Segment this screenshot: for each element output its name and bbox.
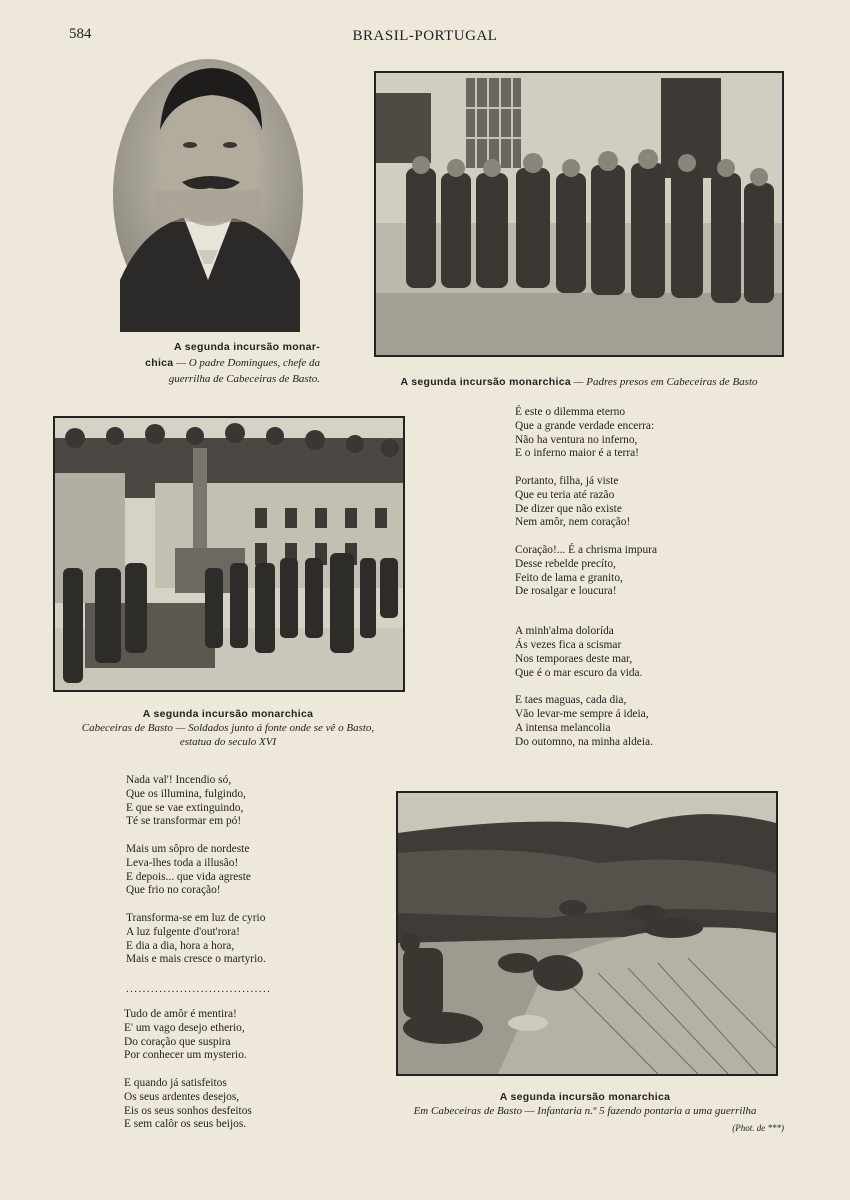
poem-right-line: Não ha ventura no inferno, xyxy=(515,433,638,446)
prisoners-caption-bold: A segunda incursão monarchica xyxy=(400,376,572,388)
portrait-caption-bold-2: chica xyxy=(145,357,174,369)
poem-left-lower-line: Os seus ardentes desejos, xyxy=(124,1090,240,1103)
poem-right-line: Que eu teria até razão xyxy=(515,488,615,501)
poem-right-line: Nos temporaes deste mar, xyxy=(515,652,633,665)
poem-left-upper-line: E depois... que vida agreste xyxy=(126,870,251,883)
poem-right-line: De dizer que não existe xyxy=(515,502,622,515)
poem-left-lower-line: Por conhecer um mysterio. xyxy=(124,1049,247,1062)
page-number: 584 xyxy=(69,26,92,42)
fountain-image xyxy=(55,418,403,690)
poem-right xyxy=(515,406,657,763)
portrait-caption-text-2: guerrilha de Cabeceiras de Basto. xyxy=(168,373,320,385)
poem-left-upper-line: Que frio no coração! xyxy=(126,884,221,897)
poem-left-upper-line: Té se transformar em pó! xyxy=(126,815,242,828)
poem-right-line: Coração!... É a chrisma impura xyxy=(515,543,658,556)
poem-left-upper-line: Nada val'! Incendio só, xyxy=(126,774,232,786)
poem-left-lower-line: E' um vago desejo etherio, xyxy=(124,1021,245,1034)
fountain-caption xyxy=(50,707,406,749)
poem-right-line: E o inferno maior é a terra! xyxy=(515,447,639,460)
poem-left-lower-line: Tudo de amôr é mentira! xyxy=(124,1008,237,1020)
poem-left-lower-line: E sem calôr os seus beijos. xyxy=(124,1118,247,1131)
poem-right-line: A minh'alma dolorída xyxy=(515,625,614,638)
poem-right-line: Portanto, filha, já viste xyxy=(515,474,619,487)
poem-right-line: De rosalgar e loucura! xyxy=(515,585,617,598)
poem-left-upper-line: E que se vae extinguindo, xyxy=(126,801,244,814)
infantry-caption xyxy=(380,1090,790,1118)
poem-right-stanza xyxy=(515,625,657,680)
infantry-caption-bold: A segunda incursão monarchica xyxy=(499,1091,671,1103)
infantry-caption-text: Em Cabeceiras de Basto — Infantaria n.º 5 fazendo pontaria a uma guerrilha xyxy=(413,1105,757,1117)
poem-left-upper-line: E dia a dia, hora a hora, xyxy=(126,939,235,952)
page-title: BRASIL-PORTUGAL xyxy=(352,28,498,44)
poem-right-stanza xyxy=(515,694,657,749)
portrait-caption xyxy=(100,338,320,386)
poem-left-upper-line: A luz fulgente d'out'rora! xyxy=(126,925,240,938)
poem-right-line: Do outomno, na minha aldeia. xyxy=(515,735,653,748)
poem-left-upper-line: Transforma-se em luz de cyrio xyxy=(126,911,266,924)
dotted-separator: ................................... xyxy=(126,983,272,995)
poem-right-line: Nem amôr, nem coração! xyxy=(515,516,631,529)
poem-right-line: Que a grande verdade encerra: xyxy=(515,419,655,432)
poem-left-upper-line: Mais e mais cresce o martyrio. xyxy=(126,953,266,966)
poem-right-line: Feito de lama e granito, xyxy=(515,571,623,584)
infantry-image xyxy=(398,793,776,1074)
poem-right-line: E taes maguas, cada dia, xyxy=(515,694,627,707)
portrait-image xyxy=(112,50,304,332)
poem-left-upper xyxy=(126,774,266,981)
poem-left-lower xyxy=(124,1008,252,1146)
prisoners-photo xyxy=(374,71,784,357)
poem-right-stanza xyxy=(515,406,657,461)
poem-left-lower-stanza xyxy=(124,1077,252,1132)
poem-left-lower-line: Do coração que suspira xyxy=(124,1035,231,1048)
poem-left-upper-stanza xyxy=(126,912,266,967)
poem-right-line: Desse rebelde precíto, xyxy=(515,557,616,570)
portrait-caption-bold-1: A segunda incursão monar- xyxy=(174,341,320,353)
prisoners-caption xyxy=(369,370,789,389)
poem-right-line: Que é o mar escuro da vida. xyxy=(515,666,643,679)
portrait-caption-text-1: — O padre Domingues, chefe da xyxy=(173,357,320,369)
poem-left-upper-stanza xyxy=(126,774,266,829)
poem-right-line: É este o dilemma eterno xyxy=(515,406,626,418)
poem-right-line: Ás vezes fica a scismar xyxy=(515,638,622,651)
poem-left-upper-stanza xyxy=(126,843,266,898)
infantry-photo xyxy=(396,791,778,1076)
poem-left-upper-line: Mais um sôpro de nordeste xyxy=(126,842,250,855)
photo-credit: (Phot. de ***) xyxy=(732,1123,784,1133)
poem-left-lower-line: E quando já satisfeitos xyxy=(124,1076,227,1089)
poem-left-upper-line: Que os illumina, fulgindo, xyxy=(126,787,246,800)
poem-left-upper-line: Leva-lhes toda a illusão! xyxy=(126,856,239,869)
fountain-photo xyxy=(53,416,405,692)
poem-left-lower-line: Eis os seus sonhos desfeitos xyxy=(124,1104,252,1117)
poem-right-line: Vão levar-me sempre á ideia, xyxy=(515,707,649,720)
fountain-caption-text-1: Cabeceiras de Basto — Soldados junto á fonte onde se vê o Basto, xyxy=(81,722,375,734)
poem-right-line: A intensa melancolia xyxy=(515,721,611,734)
prisoners-image xyxy=(376,73,782,355)
fountain-caption-text-2: estatua do seculo XVI xyxy=(179,736,277,748)
poem-right-stanza xyxy=(515,475,657,530)
prisoners-caption-text: — Padres presos em Cabeceiras de Basto xyxy=(571,376,758,388)
fountain-caption-bold: A segunda incursão monarchica xyxy=(142,708,314,720)
poem-right-stanza xyxy=(515,544,657,599)
poem-left-lower-stanza xyxy=(124,1008,252,1063)
portrait-photo xyxy=(112,50,304,332)
